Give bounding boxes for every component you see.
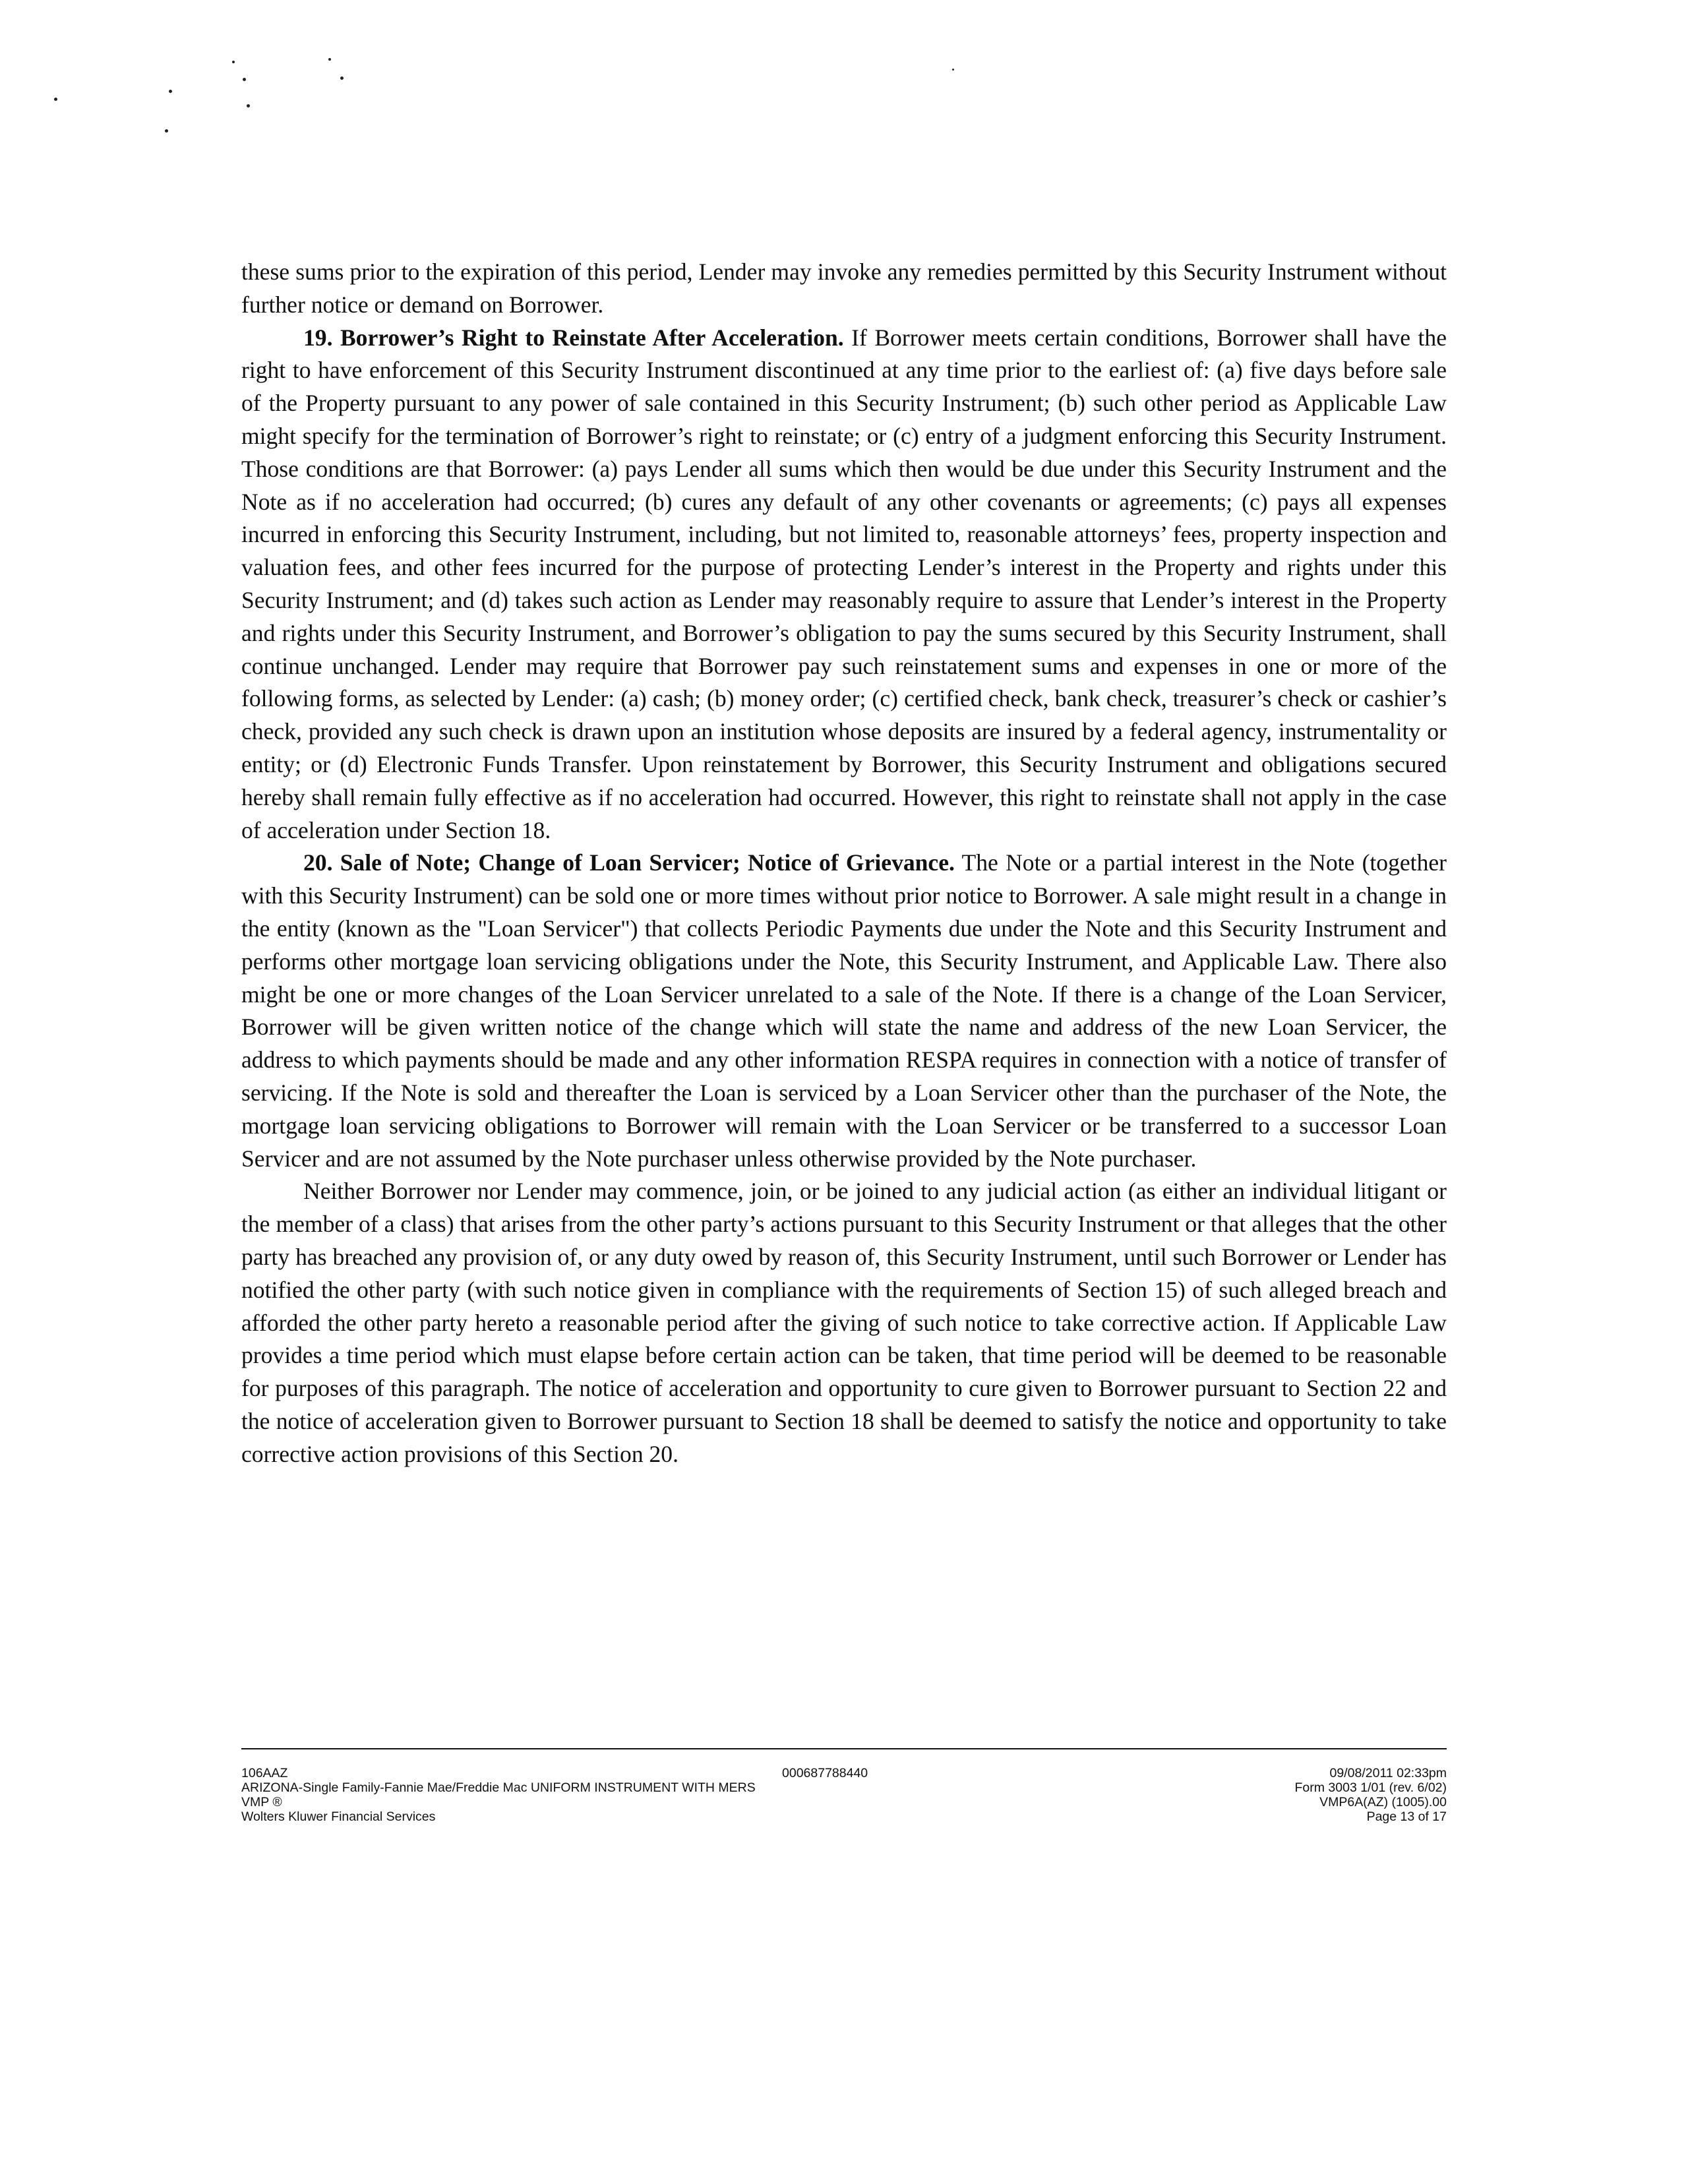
footer-left [241, 1766, 756, 1824]
scan-speck [54, 98, 57, 101]
scan-speck [952, 69, 954, 71]
section-20-text: The Note or a partial interest in the Note (together with this Security Instrument) can be sold one or more times without prior notice to Borrower. A sale might result in a change in the entity (known as the "Loan Servicer") that collects Periodic Payments due under the Note and this Security Instrument and performs other mortgage loan servicing obligations under the Note, this Security Instrument, and Applicable Law. There also might be one or more changes of the Loan Servicer unrelated to a sale of the Note. If there is a change of the Loan Servicer, Borrower will be given written notice of the change which will state the name and address of the new Loan Servicer, the address to which payments should be made and any other information RESPA requires in connection with a notice of transfer of servicing. If the Note is sold and thereafter the Loan is serviced by a Loan Servicer other than the purchaser of the Note, the mortgage loan servicing obligations to Borrower will remain with the Loan Servicer or be transferred to a successor Loan Servicer and are not assumed by the Note purchaser unless otherwise provided by the Note purchaser. [241, 849, 1447, 1172]
scan-speck [165, 129, 168, 133]
section-20-heading: 20. Sale of Note; Change of Loan Servicer; Notice of Grievance. [303, 849, 955, 876]
section-20-paragraph [241, 847, 1447, 1175]
grievance-paragraph: Neither Borrower nor Lender may commence, join, or be joined to any judicial action (as either an individual litigant or the member of a class) that arises from the other party’s actions pursuant to this Security Instrument or that alleges that the other party has breached any provision of, or any duty owed by reason of, this Security Instrument, until such Borrower or Lender has notified the other party (with such notice given in compliance with the requirements of Section 15) of such alleged breach and afforded the other party hereto a reasonable period after the giving of such notice to take corrective action. If Applicable Law provides a time period which must elapse before certain action can be taken, that time period will be deemed to be reasonable for purposes of this paragraph. The notice of acceleration and opportunity to cure given to Borrower pursuant to Section 22 and the notice of acceleration given to Borrower pursuant to Section 18 shall be deemed to satisfy the notice and opportunity to take corrective action provisions of this Section 20. [241, 1178, 1447, 1467]
section-19-heading: 19. Borrower’s Right to Reinstate After Acceleration. [303, 324, 844, 351]
section-19-paragraph [241, 322, 1447, 847]
form-title: ARIZONA-Single Family-Fannie Mae/Freddie Mac UNIFORM INSTRUMENT WITH MERS [241, 1780, 756, 1795]
loan-number: 000687788440 [782, 1766, 868, 1780]
footer-right [1295, 1766, 1447, 1824]
scan-speck [232, 61, 235, 63]
footer-divider [241, 1748, 1447, 1749]
document-body [241, 256, 1447, 1471]
scan-speck [243, 78, 246, 81]
vendor-mark: VMP ® [241, 1795, 282, 1809]
form-code: 106AAZ [241, 1766, 288, 1780]
scan-speck [328, 58, 331, 61]
scan-speck [247, 104, 250, 107]
publisher-name: Wolters Kluwer Financial Services [241, 1809, 436, 1824]
vmp-code: VMP6A(AZ) (1005).00 [1319, 1795, 1447, 1809]
page-number: Page 13 of 17 [1366, 1809, 1447, 1824]
form-number: Form 3003 1/01 (rev. 6/02) [1294, 1780, 1447, 1795]
scan-speck [340, 76, 344, 80]
continuation-paragraph: these sums prior to the expiration of this period, Lender may invoke any remedies permitted by this Security Instrument without further notice or demand on Borrower. [241, 258, 1447, 318]
print-timestamp: 09/08/2011 02:33pm [1329, 1766, 1447, 1780]
section-19-text: If Borrower meets certain conditions, Borrower shall have the right to have enforcement of this Security Instrument discontinued at any time prior to the earliest of: (a) five days before sale of the Property pursuant to any power of sale contained in this Security Instrument; (b) such other period as Applicable Law might specify for the termination of Borrower’s right to reinstate; or (c) entry of a judgment enforcing this Security Instrument. Those conditions are that Borrower: (a) pays Lender all sums which then would be due under this Security Instrument and the Note as if no acceleration had occurred; (b) cures any default of any other covenants or agreements; (c) pays all expenses incurred in enforcing this Security Instrument, including, but not limited to, reasonable attorneys’ fees, property inspection and valuation fees, and other fees incurred for the purpose of protecting Lender’s interest in the Property and rights under this Security Instrument; and (d) takes such action as Lender may reasonably require to assure that Lender’s interest in the Property and rights under this Security Instrument, and Borrower’s obligation to pay the sums secured by this Security Instrument, shall continue unchanged. Lender may require that Borrower pay such reinstatement sums and expenses in one or more of the following forms, as selected by Lender: (a) cash; (b) money order; (c) certified check, bank check, treasurer’s check or cashier’s check, provided any such check is drawn upon an institution whose deposits are insured by a federal agency, instrumentality or entity; or (d) Electronic Funds Transfer. Upon reinstatement by Borrower, this Security Instrument and obligations secured hereby shall remain fully effective as if no acceleration had occurred. However, this right to reinstate shall not apply in the case of acceleration under Section 18. [241, 324, 1447, 843]
footer-center [782, 1766, 868, 1780]
scan-speck [169, 90, 172, 93]
